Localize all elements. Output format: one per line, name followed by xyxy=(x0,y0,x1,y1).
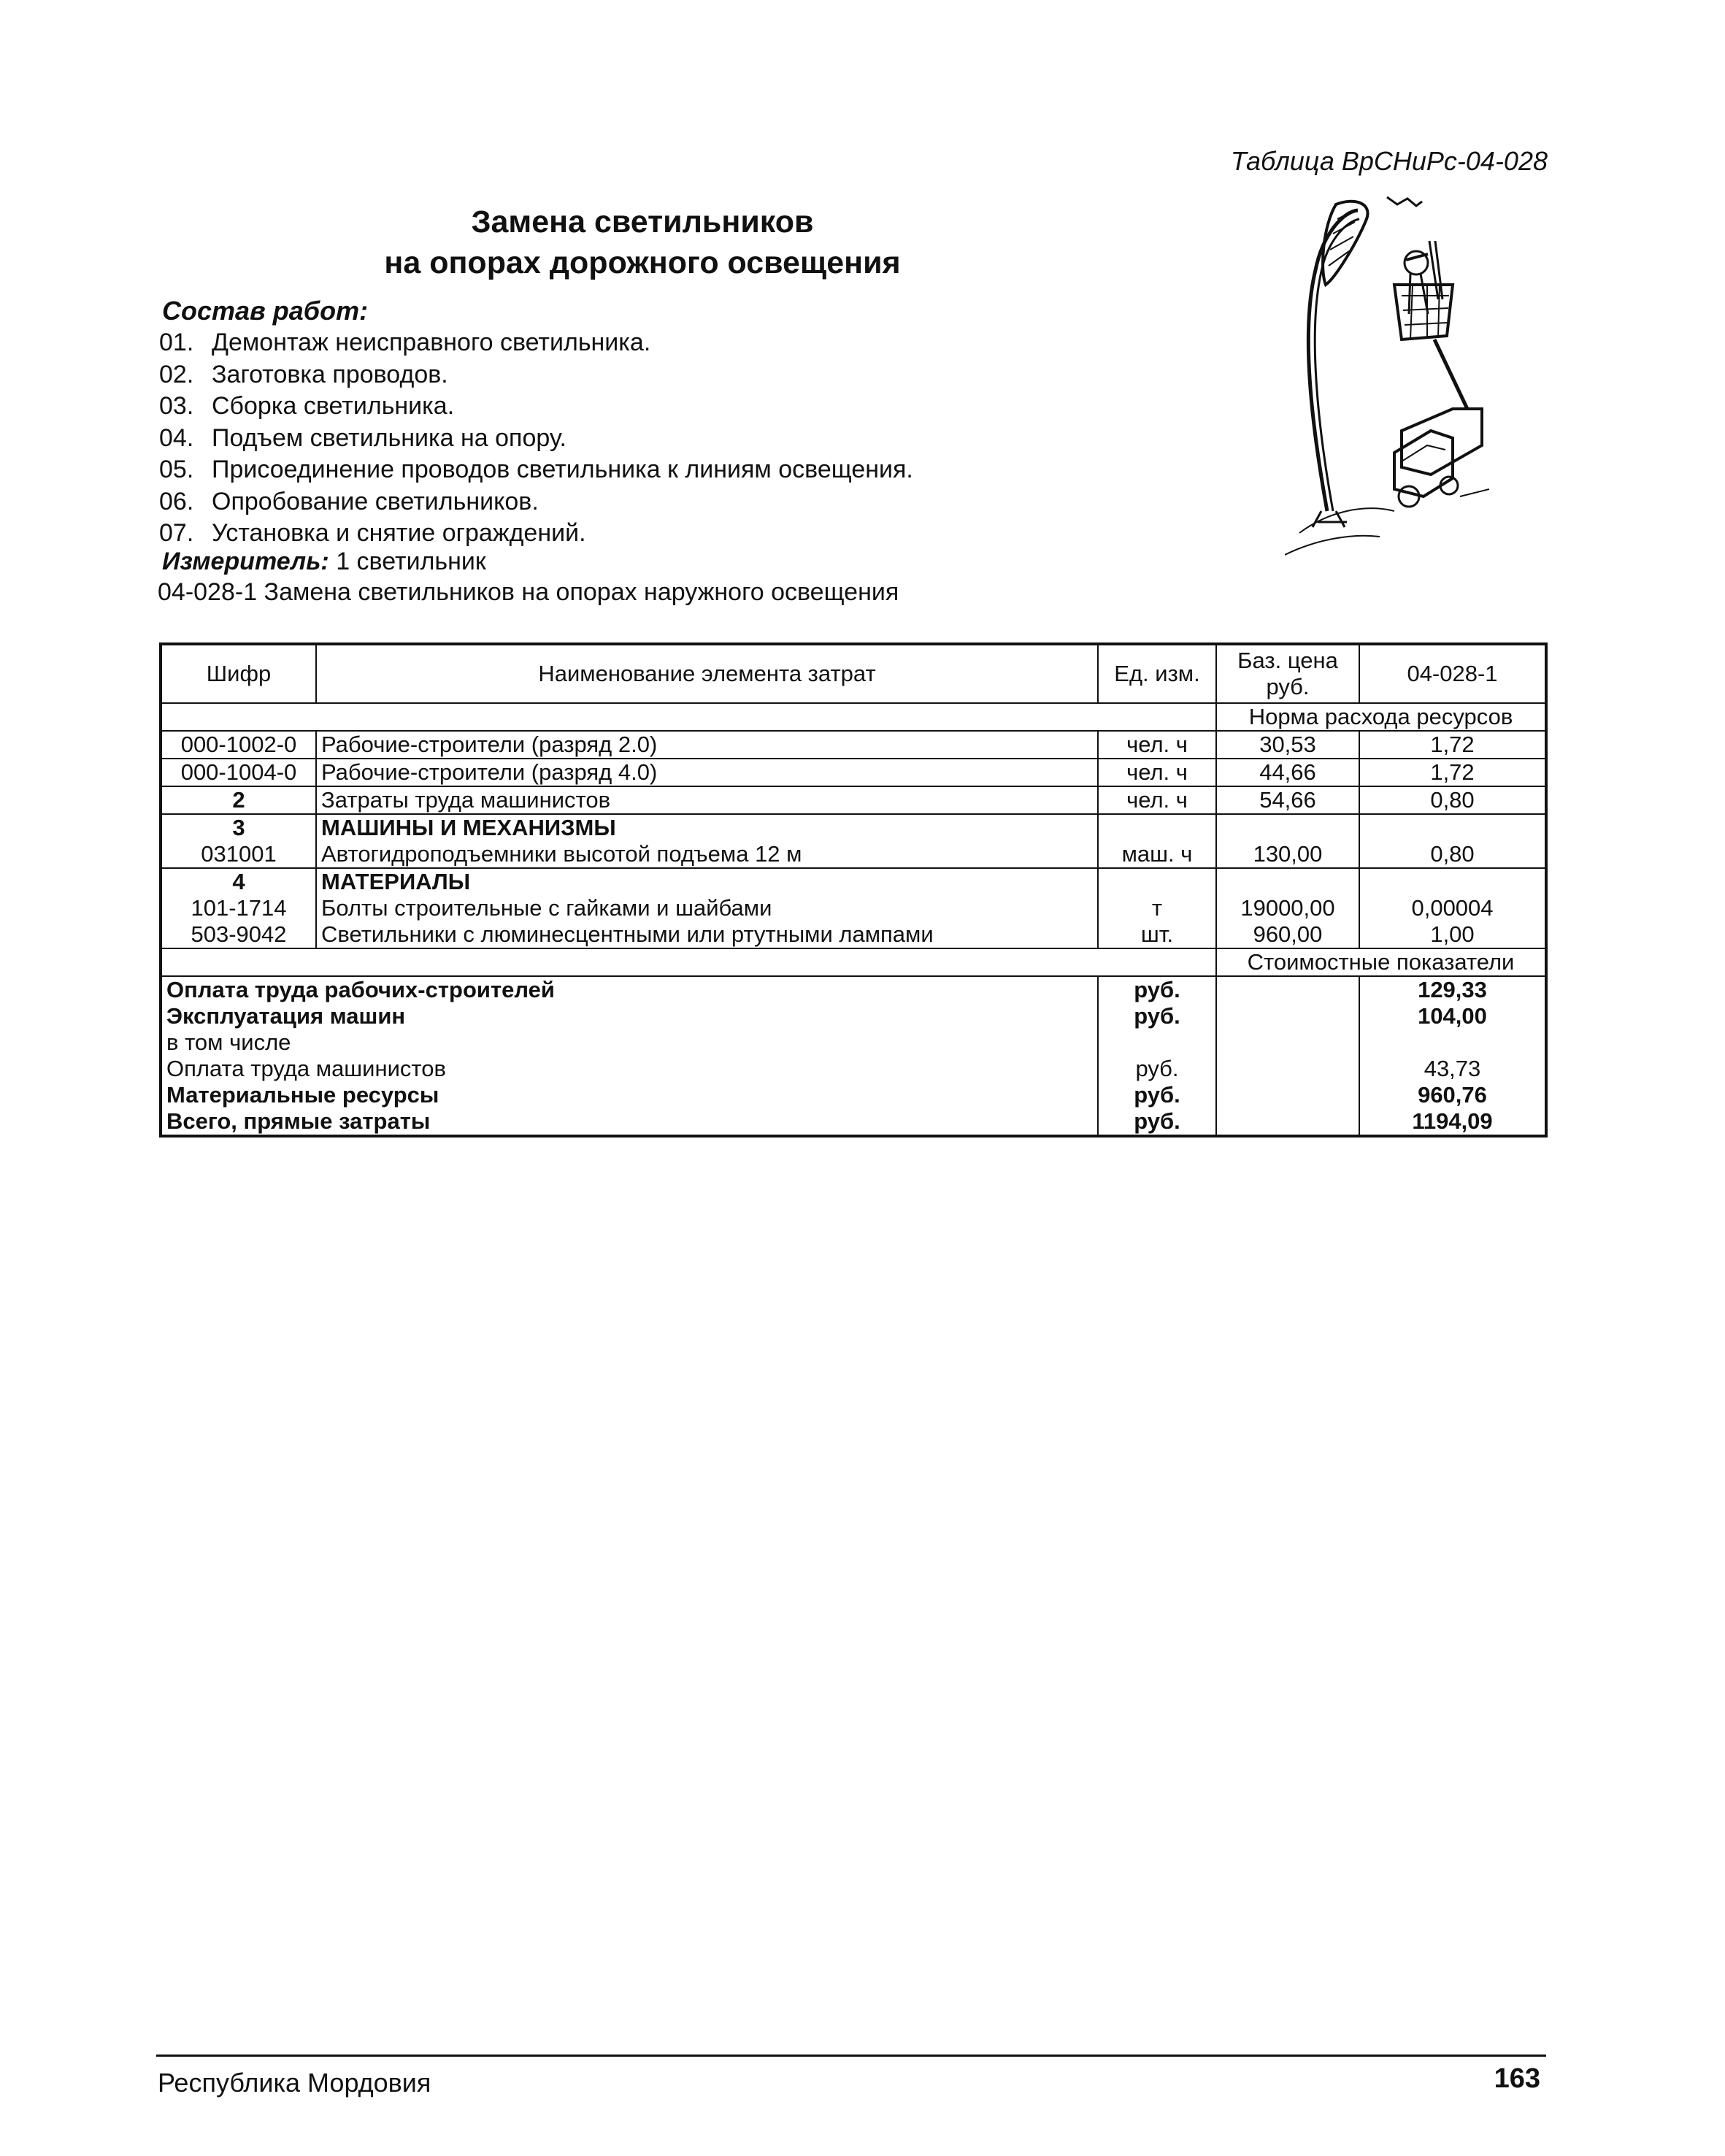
summary-row xyxy=(161,1056,1546,1082)
cell-name: МАТЕРИАЛЫ xyxy=(316,868,1098,895)
cell-code: 3 xyxy=(161,814,316,841)
cell-price: 54,66 xyxy=(1216,786,1359,814)
cell-unit: чел. ч xyxy=(1098,786,1216,814)
table-header-row xyxy=(161,644,1546,703)
work-item-number: 07. xyxy=(159,519,194,547)
cell-code: 2 xyxy=(161,786,316,814)
summary-price xyxy=(1216,1056,1359,1082)
summary-name: Эксплуатация машин xyxy=(161,1003,1098,1029)
lamp-truck-illustration xyxy=(1285,190,1489,562)
cell-value xyxy=(1359,868,1546,895)
cell-unit xyxy=(1098,868,1216,895)
work-item xyxy=(159,391,913,423)
summary-name: Оплата труда рабочих-строителей xyxy=(161,976,1098,1003)
summary-unit: руб. xyxy=(1098,1108,1216,1136)
header-unit: Ед. изм. xyxy=(1098,644,1216,703)
work-item xyxy=(159,423,913,455)
work-list xyxy=(159,327,913,550)
work-item xyxy=(159,454,913,486)
summary-price xyxy=(1216,1082,1359,1108)
page-title-line-2: на опорах дорожного освещения xyxy=(384,245,901,280)
summary-price xyxy=(1216,1108,1359,1136)
table-row xyxy=(161,868,1546,895)
table-row xyxy=(161,731,1546,759)
work-item-number: 01. xyxy=(159,329,194,356)
cell-value: 0,00004 xyxy=(1411,895,1494,921)
cell-name: Автогидроподъемники высотой подъема 12 м xyxy=(316,841,1098,868)
meter-value: 1 светильник xyxy=(336,548,486,575)
table-row xyxy=(161,895,1546,921)
summary-value: 129,33 xyxy=(1418,977,1487,1002)
table-reference: Таблица ВрСНиРс-04-028 xyxy=(1230,146,1548,176)
summary-price xyxy=(1216,1029,1359,1056)
summary-price xyxy=(1216,1003,1359,1029)
summary-unit: руб. xyxy=(1098,1056,1216,1082)
cell-value: 1,72 xyxy=(1359,759,1546,786)
cell-unit xyxy=(1098,814,1216,841)
cell-price: 130,00 xyxy=(1216,841,1359,868)
cell-value: 1,72 xyxy=(1359,731,1546,759)
work-item-text: Сборка светильника. xyxy=(212,392,455,420)
work-item-number: 04. xyxy=(159,423,194,452)
summary-value: 1194,09 xyxy=(1412,1108,1493,1134)
work-composition-label: Состав работ: xyxy=(162,296,369,326)
work-item-text: Заготовка проводов. xyxy=(212,360,448,388)
summary-row xyxy=(161,1029,1546,1056)
meter-label: Измеритель: xyxy=(162,548,329,575)
page-number: 163 xyxy=(1494,2063,1540,2094)
meter-line xyxy=(162,548,486,576)
summary-row xyxy=(161,1082,1546,1108)
band-label: Стоимостные показатели xyxy=(1216,948,1546,976)
page-title-line-1: Замена светильников xyxy=(471,204,814,239)
summary-row xyxy=(161,976,1546,1003)
summary-value: 960,76 xyxy=(1418,1082,1487,1108)
cell-price: 30,53 xyxy=(1216,731,1359,759)
cell-name: Рабочие-строители (разряд 4.0) xyxy=(316,759,1098,786)
summary-unit xyxy=(1098,1029,1216,1056)
summary-row xyxy=(161,1003,1546,1029)
summary-name: Всего, прямые затраты xyxy=(161,1108,1098,1136)
band-label: Норма расхода ресурсов xyxy=(1216,703,1546,731)
cell-code: 4 xyxy=(161,868,316,895)
cell-name: Болты строительные с гайками и шайбами xyxy=(316,895,1098,921)
table-row xyxy=(161,814,1546,841)
work-item xyxy=(159,518,913,550)
summary-name: в том числе xyxy=(161,1029,1098,1056)
table-subtitle: 04-028-1 Замена светильников на опорах наружного освещения xyxy=(158,578,899,606)
cell-code: 000-1002-0 xyxy=(161,731,316,759)
work-item xyxy=(159,327,913,359)
resource-norms-band xyxy=(161,703,1546,731)
work-item-number: 03. xyxy=(159,392,194,420)
summary-name: Материальные ресурсы xyxy=(161,1082,1098,1108)
band-spacer xyxy=(161,703,1216,731)
work-item-number: 02. xyxy=(159,360,194,388)
summary-unit: руб. xyxy=(1098,1003,1216,1029)
summary-value xyxy=(1359,1029,1546,1056)
summary-unit: руб. xyxy=(1098,976,1216,1003)
cell-value: 0,80 xyxy=(1430,841,1475,867)
cell-unit: маш. ч xyxy=(1098,841,1216,868)
cell-unit: т xyxy=(1098,895,1216,921)
work-item-text: Опробование светильников. xyxy=(212,487,539,515)
cell-code: 031001 xyxy=(161,841,316,868)
cell-name: Светильники с люминесцентными или ртутными лампами xyxy=(316,921,1098,948)
summary-unit: руб. xyxy=(1098,1082,1216,1108)
work-item-text: Установка и снятие ограждений. xyxy=(212,519,586,547)
cell-unit: чел. ч xyxy=(1098,731,1216,759)
cell-code: 503-9042 xyxy=(161,921,316,948)
footer-region: Республика Мордовия xyxy=(158,2068,431,2098)
cost-indicators-band xyxy=(161,948,1546,976)
summary-row xyxy=(161,1108,1546,1136)
work-item-text: Присоединение проводов светильника к линиям освещения. xyxy=(212,456,913,483)
cell-name: Рабочие-строители (разряд 2.0) xyxy=(316,731,1098,759)
cell-code: 101-1714 xyxy=(161,895,316,921)
resource-norms-table xyxy=(159,642,1548,1138)
header-code: Шифр xyxy=(161,644,316,703)
cell-price: 44,66 xyxy=(1216,759,1359,786)
summary-name: Оплата труда машинистов xyxy=(161,1056,1098,1082)
footer-divider xyxy=(156,2055,1546,2057)
header-price: Баз. цена руб. xyxy=(1216,644,1359,703)
cell-code: 000-1004-0 xyxy=(161,759,316,786)
table-row xyxy=(161,921,1546,948)
cell-unit: шт. xyxy=(1098,921,1216,948)
header-value: 04-028-1 xyxy=(1359,644,1546,703)
work-item-text: Демонтаж неисправного светильника. xyxy=(212,329,651,356)
cell-price: 960,00 xyxy=(1216,921,1359,948)
table-row xyxy=(161,841,1546,868)
work-item-number: 05. xyxy=(159,456,194,483)
cell-name: МАШИНЫ И МЕХАНИЗМЫ xyxy=(316,814,1098,841)
work-item-text: Подъем светильника на опору. xyxy=(212,423,566,452)
work-item-number: 06. xyxy=(159,487,194,515)
summary-value: 104,00 xyxy=(1418,1003,1487,1029)
work-item xyxy=(159,359,913,391)
cell-value: 1,00 xyxy=(1430,921,1475,947)
table-row xyxy=(161,786,1546,814)
summary-price xyxy=(1216,976,1359,1003)
cell-unit: чел. ч xyxy=(1098,759,1216,786)
band-spacer xyxy=(161,948,1216,976)
summary-value: 43,73 xyxy=(1424,1056,1481,1081)
work-item xyxy=(159,486,913,518)
header-name: Наименование элемента затрат xyxy=(316,644,1098,703)
cell-value: 0,80 xyxy=(1359,786,1546,814)
cell-price xyxy=(1216,868,1359,895)
cell-value xyxy=(1359,814,1546,841)
cell-name: Затраты труда машинистов xyxy=(316,786,1098,814)
cell-price xyxy=(1216,814,1359,841)
cell-price: 19000,00 xyxy=(1216,895,1359,921)
table-row xyxy=(161,759,1546,786)
